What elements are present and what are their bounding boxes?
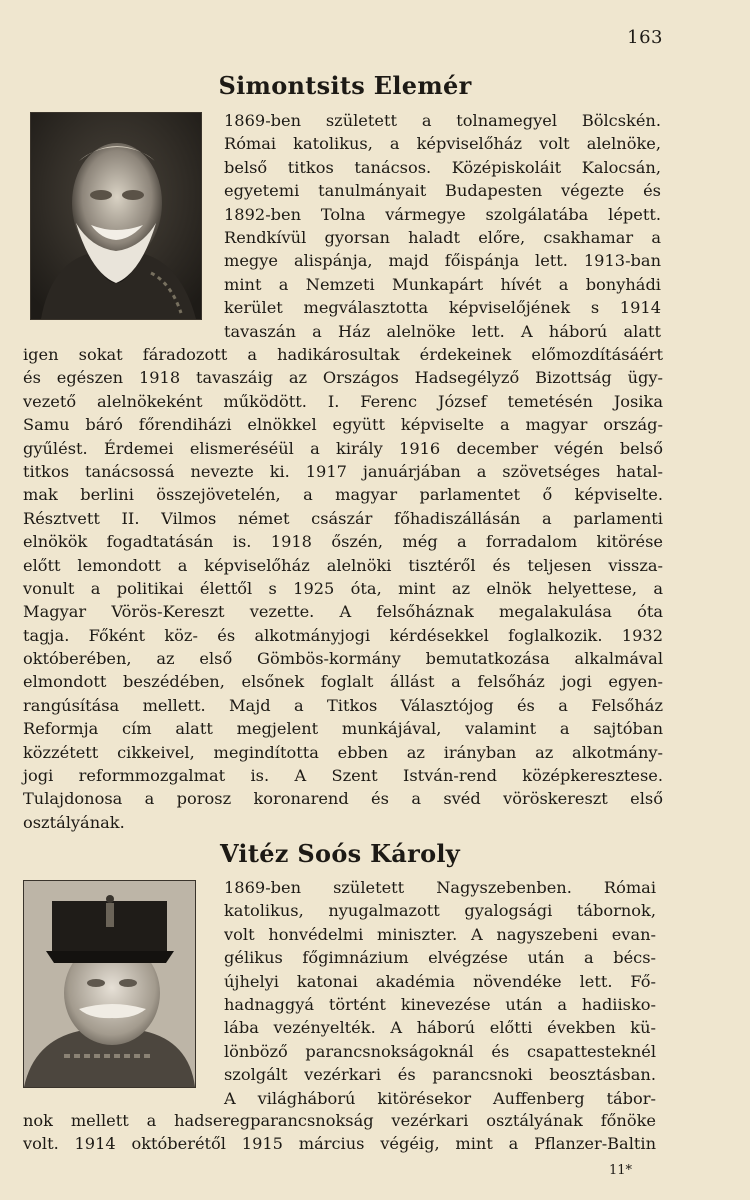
text-line: Reformja cím alatt megjelent munkájával, valamint a sajtóban — [23, 719, 663, 739]
text-line: Római katolikus, a képviselőház volt alelnöke, — [224, 134, 661, 154]
text-line: Résztvett II. Vilmos német császár főhadiszállásán a parlamenti — [23, 508, 663, 528]
text-line: 1869-ben született a tolnamegyel Bölcskén. — [224, 111, 661, 130]
text-line: októberében, az első Gömbös-kormány bemutatkozása alkalmával — [23, 649, 663, 669]
text-line: és egészen 1918 tavaszáig az Országos Hadsegélyző Bizottság ügy- — [23, 368, 663, 388]
signature-mark: 11* — [609, 1163, 633, 1178]
text-line: előtt lemondott a képviselőház alelnöki tisztéről és teljesen vissza- — [23, 555, 663, 575]
text-line: igen sokat fáradozott a hadikárosultak érdekeinek előmozdításáért — [23, 345, 663, 364]
text-line: katolikus, nyugalmazott gyalogsági tábornok, — [224, 901, 656, 921]
entry-2-text-beside-photo — [224, 876, 656, 1110]
text-line: kerület megválasztotta képviselőjének s 1914 — [224, 298, 661, 318]
portrait-photo-1 — [30, 112, 202, 320]
page-number: 163 — [627, 27, 663, 48]
text-line: hadnaggyá történt kinevezése után a hadiisko- — [224, 994, 656, 1014]
text-line: Samu báró főrendiházi elnökkel együtt képviselte a magyar ország- — [23, 415, 663, 435]
entry-2-text-full-width — [23, 1109, 656, 1156]
text-line: gyűlést. Érdemei elismeréséül a király 1916 december végén belső — [23, 438, 663, 458]
text-line: 1892-ben Tolna vármegye szolgálatába lépett. — [224, 204, 661, 224]
text-line: megye alispánja, majd főispánja lett. 1913-ban — [224, 251, 661, 271]
text-line: Tulajdonosa a porosz koronarend és a svéd vöröskereszt első — [23, 789, 663, 809]
text-line: vezető alelnökeként működött. I. Ferenc József temetésén Josika — [23, 391, 663, 411]
text-line: 1869-ben született Nagyszebenben. Római — [224, 878, 656, 897]
text-line: mint a Nemzeti Munkapárt hívét a bonyhádi — [224, 274, 661, 294]
text-line: jogi reformmozgalmat is. A Szent István-rend középkeresztese. — [23, 766, 663, 786]
entry-1-text-beside-photo — [224, 109, 661, 343]
text-line: mak berlini összejövetelén, a magyar parlamentet ő képviselte. — [23, 485, 663, 505]
text-line: vonult a politikai élettől s 1925 óta, mint az elnök helyettese, a — [23, 578, 663, 598]
portrait-photo-2 — [23, 880, 196, 1088]
text-line: lönböző parancsnokságoknál és csapattesteknél — [224, 1041, 656, 1061]
text-line: osztályának. — [23, 812, 125, 832]
text-line: elmondott beszédében, elsőnek foglalt állást a felsőház jogi egyen- — [23, 672, 663, 692]
text-line: Magyar Vörös-Kereszt vezette. A felsőháznak megalakulása óta — [23, 602, 663, 622]
text-line: tavaszán a Ház alelnöke lett. A háború alatt — [224, 321, 661, 341]
text-line: tagja. Főként köz- és alkotmányjogi kérdésekkel foglalkozik. 1932 — [23, 625, 663, 645]
text-line: gélikus főgimnázium elvégzése után a bécs- — [224, 948, 656, 968]
text-line: újhelyi katonai akadémia növendéke lett. Fő- — [224, 971, 656, 991]
portrait-image-1 — [31, 113, 201, 319]
text-line: volt. 1914 októberétől 1915 március végéig, mint a Pflanzer-Baltin — [23, 1134, 656, 1154]
text-line: nok mellett a hadseregparancsnokság vezérkari osztályának főnöke — [23, 1111, 656, 1130]
text-line: A világháború kitörésekor Auffenberg tábor- — [224, 1088, 656, 1108]
text-line: volt honvédelmi miniszter. A nagyszebeni evan- — [224, 924, 656, 944]
entry-1-text-full-width — [23, 343, 663, 834]
text-line: belső titkos tanácsos. Középiskoláit Kalocsán, — [224, 157, 661, 177]
text-line: egyetemi tanulmányait Budapesten végezte és — [224, 181, 661, 201]
text-line: Rendkívül gyorsan haladt előre, csakhamar a — [224, 227, 661, 247]
text-line: elnökök fogadtatásán is. 1918 őszén, még a forradalom kitörése — [23, 532, 663, 552]
text-line: közzétett cikkeivel, megindította ebben az irányban az alkotmány- — [23, 742, 663, 762]
portrait-image-2 — [24, 881, 195, 1087]
text-line: szolgált vezérkari és parancsnoki beosztásban. — [224, 1065, 656, 1085]
text-line: titkos tanácsossá nevezte ki. 1917 januárjában a szövetséges hatal- — [23, 461, 663, 481]
text-line: lába vezényelték. A háború előtti években kü- — [224, 1018, 656, 1038]
text-line: rangúsítása mellett. Majd a Titkos Választójog és a Felsőház — [23, 695, 663, 715]
entry-heading-2: Vitéz Soós Károly — [219, 839, 461, 868]
entry-heading-1: Simontsits Elemér — [218, 71, 472, 100]
